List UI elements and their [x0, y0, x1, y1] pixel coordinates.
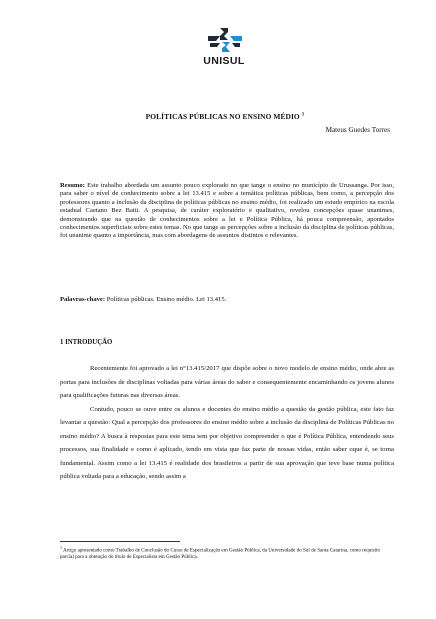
keywords-text: Políticas públicas. Ensino médio. Lei 13.415. — [106, 296, 227, 303]
section-heading: 1 INTRODUÇÃO — [60, 339, 113, 346]
abstract-text: Este trabalho abordada um assunto pouco explorado no que tange o ensino no município de Urussanga. Por isso, para saber o nível de conhecimento sobre a lei 13.415 e sobre a temática políticas públicas, bem como, a percepção dos professores quanto a inclusão da disciplina de políticas públicas no ensino médio, foi realizado um estudo empírico na escola estadual Caetano Bez Batti. A pesquisa, de caráter exploratório e qualitativo, revelou concepções quase unanimes, demonstrando que na questão de conhecimentos sobre a lei e Política Pública, há pouca compreensão, apontados conhecimentos superficiais sobre estes temas. No que tange as percepções sobre a inclusão da disciplina de políticas públicas, foi unanime quanto a importância, mas com abordagens de assuntos distintos e relevantes. — [60, 182, 395, 240]
logo-wordmark: UNISUL — [203, 55, 245, 67]
title-text: POLÍTICAS PÚBLICAS NO ENSINO MÉDIO — [145, 112, 300, 121]
abstract-label: Resumo: — [60, 182, 85, 189]
keywords-label: Palavras-chave: — [60, 296, 106, 303]
author-name: Mateus Guedes Torres — [325, 126, 390, 134]
footnote-text: Artigo apresentado como Trabalho de Conclusão do Curso de Especialização em Gestão Pública, da Universidade do Sul de Santa Catarina, como requisito parcial para a obtenção do título de Especialista em Gestão Pública. — [60, 547, 381, 561]
body-text — [60, 362, 394, 484]
footnote — [60, 545, 394, 561]
paragraph: Recentemente foi aprovado a lei n°13.415/2017 que dispõe sobre o novo modelo de ensino médio, onde abre as portas para inclusões de disciplinas voltadas para várias áreas do saber e consequentemente encaminhando os jovens alunos para qualificações futuras nas diversas áreas. — [60, 365, 394, 399]
footnote-mark: 1 — [60, 545, 62, 550]
paragraph: Contudo, pouco se ouve entre os alunos e docentes do ensino médio a questão da gestão pública, este fato faz levantar a questão: Qual a percepção dos professores do ensino médio sobre a inclusão da disciplina de Políticas Públicas no ensino médio? A busca à respostas para este tema tem por objetivo compreender o que é Política Pública, entendendo seus processos, sua finalidade e como é aplicado, tendo em vista que faz parte de nossas vidas, então saber oque é, se torna fundamental. Assim como a lei 13.415 é realidade dos brasileiros a partir de sua aprovação que teve base numa política pública voltada para a educação, sendo assim a — [60, 405, 394, 480]
paper-title — [60, 112, 390, 121]
footnote-divider — [60, 541, 180, 542]
title-footnote-mark: 1 — [301, 112, 305, 118]
abstract — [60, 182, 394, 241]
keywords — [60, 296, 394, 303]
